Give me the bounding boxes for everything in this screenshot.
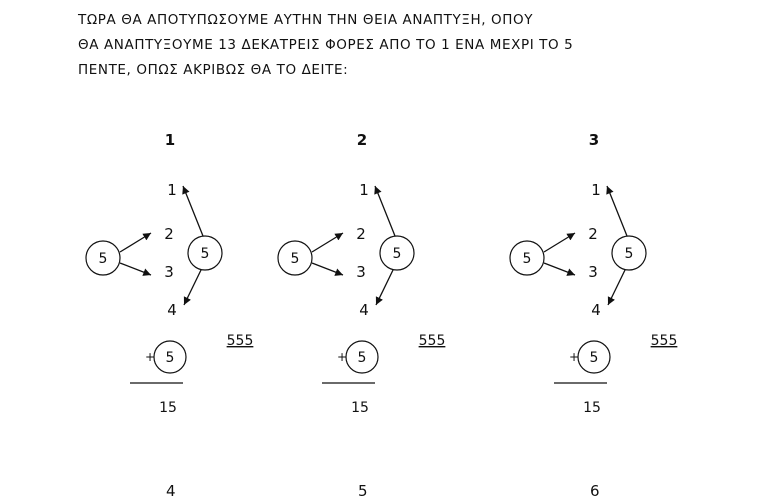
left-circle-number: 5	[290, 251, 300, 267]
number-middle-b: 3	[356, 263, 366, 281]
left-circle-number: 5	[98, 251, 108, 267]
number-top: 1	[167, 181, 177, 199]
arrow-to-1	[183, 186, 203, 236]
arrow-to-2	[544, 233, 575, 252]
number-middle-b: 3	[164, 263, 174, 281]
sum-circle-number: 5	[165, 350, 175, 366]
number-top: 1	[591, 181, 601, 199]
figure-3	[504, 125, 704, 425]
number-bottom: 4	[359, 301, 369, 319]
arrow-to-3	[120, 263, 151, 275]
right-circle-number: 5	[200, 246, 210, 262]
arrow-to-4	[376, 270, 393, 305]
intro-line: ΠΕΝΤΕ, ΟΠΩΣ ΑΚΡΙΒΩΣ ΘΑ ΤΟ ΔΕΙΤΕ:	[78, 62, 349, 78]
figure-heading: 1	[164, 131, 176, 149]
number-bottom: 4	[167, 301, 177, 319]
number-middle-a: 2	[588, 225, 598, 243]
intro-text	[78, 8, 738, 83]
left-circle-number: 5	[522, 251, 532, 267]
intro-line: ΤΩΡΑ ΘΑ ΑΠΟΤΥΠΩΣΟΥΜΕ ΑΥΤΗΝ ΤΗΝ ΘΕΙΑ ΑΝΑΠΤΥΞΗ, ΟΠΟΥ	[78, 12, 534, 28]
plus-sign: +	[144, 350, 156, 364]
underlined-number: 555	[650, 333, 678, 349]
arrow-to-2	[312, 233, 343, 252]
number-bottom: 4	[591, 301, 601, 319]
arrow-to-3	[312, 263, 343, 275]
arrow-to-3	[544, 263, 575, 275]
arrow-to-1	[607, 186, 627, 236]
arrow-to-1	[375, 186, 395, 236]
figure-heading: 3	[588, 131, 600, 149]
arrow-to-4	[184, 270, 201, 305]
figure-2	[272, 125, 472, 425]
plus-sign: +	[568, 350, 580, 364]
sum-total: 15	[159, 400, 177, 416]
intro-line: ΘΑ ΑΝΑΠΤΥΞΟΥΜΕ 13 ΔΕΚΑΤΡΕΙΣ ΦΟΡΕΣ ΑΠΟ ΤΟ 1 ΕΝΑ ΜΕΧΡΙ ΤΟ 5	[78, 37, 574, 53]
number-middle-a: 2	[356, 225, 366, 243]
next-heading: 4	[166, 482, 176, 500]
sum-circle-number: 5	[589, 350, 599, 366]
right-circle-number: 5	[392, 246, 402, 262]
sum-total: 15	[351, 400, 369, 416]
number-middle-a: 2	[164, 225, 174, 243]
next-heading: 6	[590, 482, 600, 500]
underlined-number: 555	[418, 333, 446, 349]
next-heading: 5	[358, 482, 368, 500]
figure-heading: 2	[356, 131, 368, 149]
number-middle-b: 3	[588, 263, 598, 281]
number-top: 1	[359, 181, 369, 199]
underlined-number: 555	[226, 333, 254, 349]
arrow-to-4	[608, 270, 625, 305]
sum-total: 15	[583, 400, 601, 416]
plus-sign: +	[336, 350, 348, 364]
sum-circle-number: 5	[357, 350, 367, 366]
figure-1	[80, 125, 280, 425]
arrow-to-2	[120, 233, 151, 252]
right-circle-number: 5	[624, 246, 634, 262]
